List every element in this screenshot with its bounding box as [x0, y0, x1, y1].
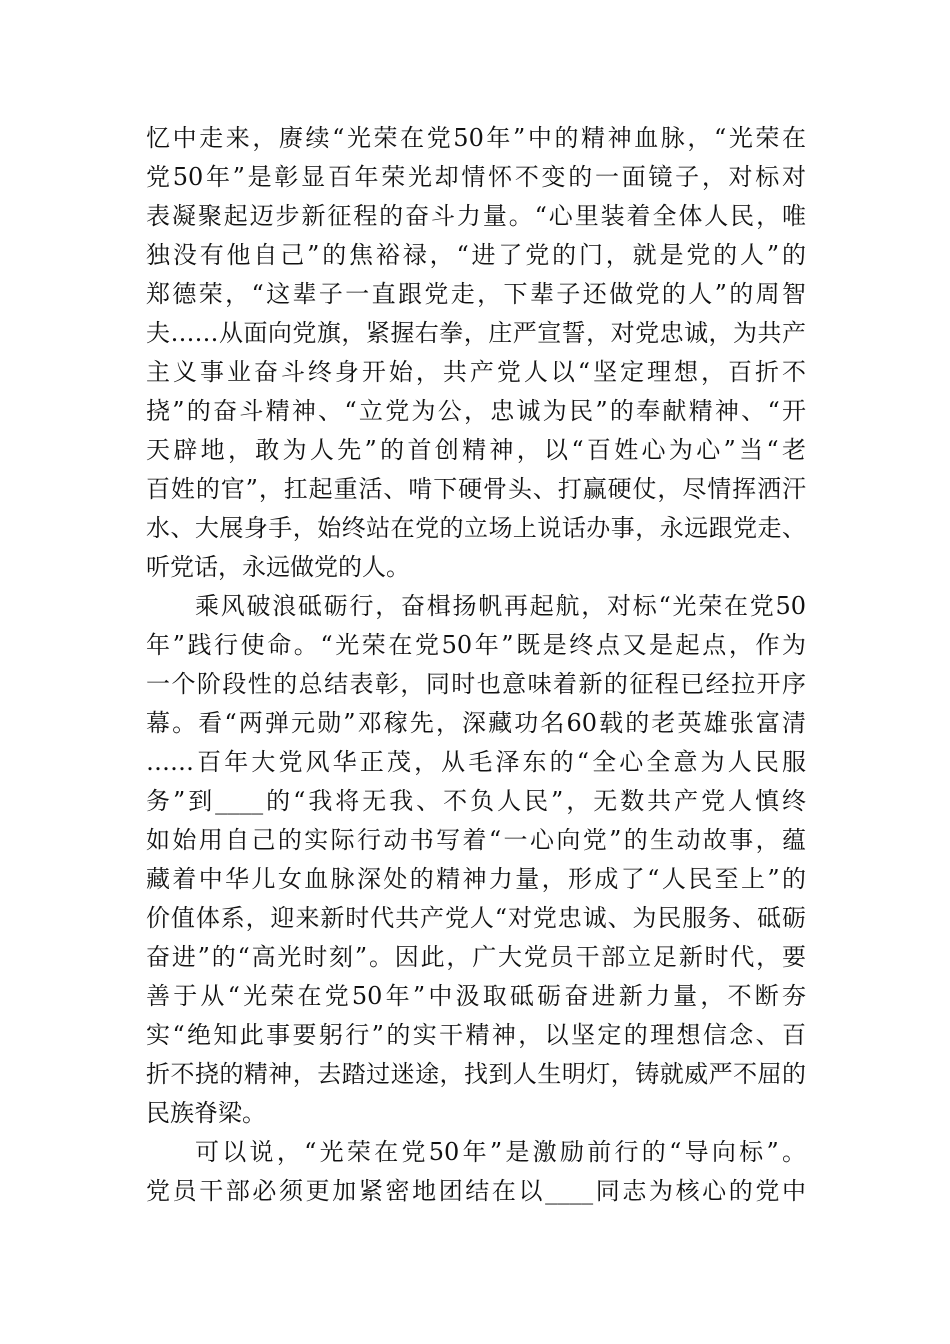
text-line: 夫……从面向党旗，紧握右拳，庄严宣誓，对党忠诚，为共产: [146, 319, 806, 347]
text-line: 善于从“光荣在党50年”中汲取砥砺奋进新力量，不断夯: [146, 982, 806, 1010]
text-line: 百姓的官”，扛起重活、啃下硬骨头、打赢硬仗，尽情挥洒汗: [146, 475, 806, 503]
text-line: 藏着中华儿女血脉深处的精神力量，形成了“人民至上”的: [146, 865, 806, 893]
text-line: 年”践行使命。“光荣在党50年”既是终点又是起点，作为: [146, 631, 806, 659]
text-line: 如始用自己的实际行动书写着“一心向党”的生动故事，蕴: [146, 826, 806, 854]
text-line: 实“绝知此事要躬行”的实干精神，以坚定的理想信念、百: [146, 1021, 806, 1049]
text-line: 忆中走来，赓续“光荣在党50年”中的精神血脉，“光荣在: [146, 124, 806, 152]
text-line: 价值体系，迎来新时代共产党人“对党忠诚、为民服务、砥砺: [146, 904, 806, 932]
text-line: 水、大展身手，始终站在党的立场上说话办事，永远跟党走、: [146, 514, 806, 542]
text-line: 主义事业奋斗终身开始，共产党人以“坚定理想，百折不: [146, 358, 806, 386]
text-line: 郑德荣，“这辈子一直跟党走，下辈子还做党的人”的周智: [146, 280, 806, 308]
text-line: 一个阶段性的总结表彰，同时也意味着新的征程已经拉开序: [146, 670, 806, 698]
text-line: 可以说，“光荣在党50年”是激励前行的“导向标”。: [195, 1138, 806, 1166]
text-line: 民族脊梁。: [146, 1099, 266, 1127]
text-line: 幕。看“两弹元勋”邓稼先，深藏功名60载的老英雄张富清: [146, 709, 806, 737]
text-line: 乘风破浪砥砺行，奋楫扬帆再起航，对标“光荣在党50: [195, 592, 806, 620]
text-line: 务”到____的“我将无我、不负人民”，无数共产党人慎终: [146, 787, 806, 815]
text-line: 党员干部必须更加紧密地团结在以____同志为核心的党中: [146, 1177, 806, 1205]
text-line: 独没有他自己”的焦裕禄，“进了党的门，就是党的人”的: [146, 241, 806, 269]
text-line: 折不挠的精神，去踏过迷途，找到人生明灯，铸就威严不屈的: [146, 1060, 806, 1088]
text-line: 奋进”的“高光时刻”。因此，广大党员干部立足新时代，要: [146, 943, 806, 971]
text-line: ……百年大党风华正茂，从毛泽东的“全心全意为人民服: [146, 748, 806, 776]
text-line: 天辟地，敢为人先”的首创精神，以“百姓心为心”当“老: [146, 436, 806, 464]
text-line: 党50年”是彰显百年荣光却情怀不变的一面镜子，对标对: [146, 163, 806, 191]
text-line: 表凝聚起迈步新征程的奋斗力量。“心里装着全体人民，唯: [146, 202, 806, 230]
text-line: 听党话，永远做党的人。: [146, 553, 410, 581]
text-line: 挠”的奋斗精神、“立党为公，忠诚为民”的奉献精神、“开: [146, 397, 806, 425]
